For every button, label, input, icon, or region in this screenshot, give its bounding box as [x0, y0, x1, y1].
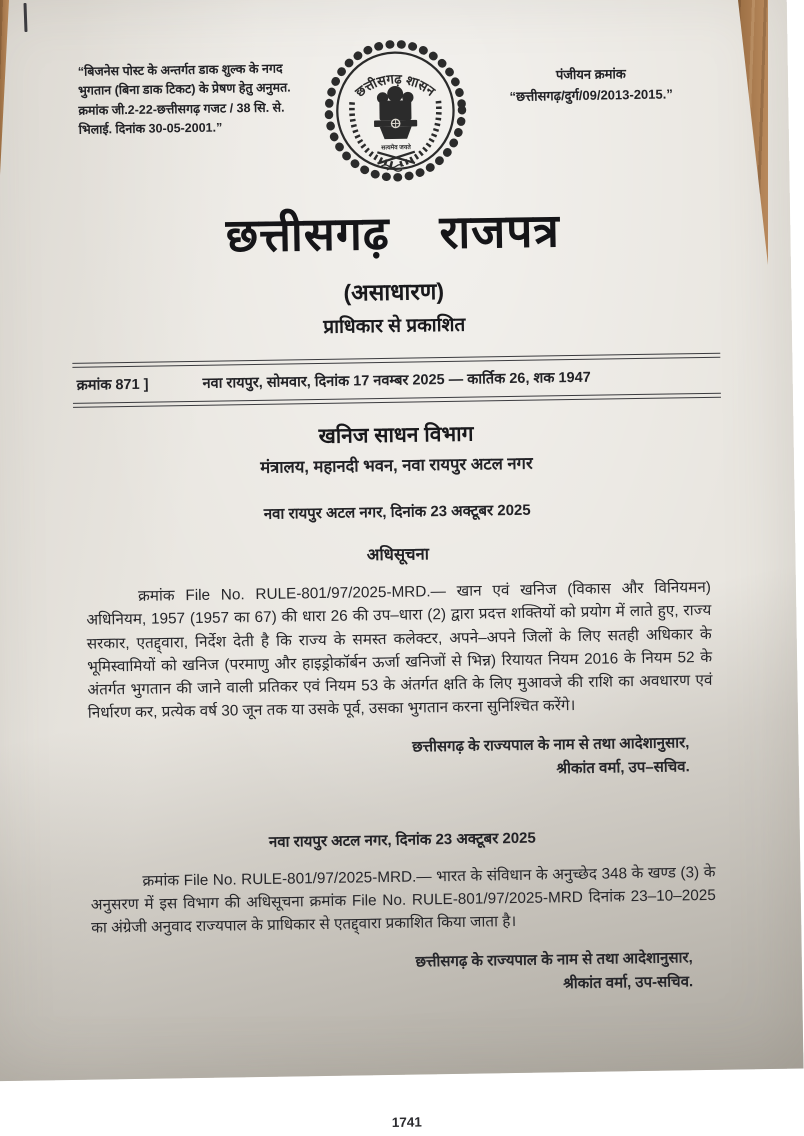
- issue-bar: [72, 353, 721, 408]
- chhattisgarh-emblem-icon: [319, 35, 471, 187]
- place-date-2: नवा रायपुर अटल नगर, दिनांक 23 अक्टूबर 2025: [268, 829, 536, 851]
- by-order-line-1: छत्तीसगढ़ के राज्यपाल के नाम से तथा आदेशानुसार,: [412, 734, 690, 756]
- signatory-name-2: श्रीकांत वर्मा, उप-सचिव.: [563, 973, 694, 993]
- ashoka-lion-capital-icon: [373, 86, 417, 140]
- registration-number: “छत्तीसगढ़/दुर्ग/09/2013-2015.”: [509, 86, 673, 104]
- signature-block-1: [88, 731, 690, 788]
- gazette-content: [77, 0, 720, 1134]
- place-date-1: नवा रायपुर अटल नगर, दिनांक 23 अक्टूबर 2025: [263, 501, 531, 523]
- emblem-top-text: छत्तीसगढ़ शासन: [351, 71, 438, 100]
- page-number: 1741: [391, 1114, 422, 1130]
- notification-paragraph-2: क्रमांक File No. RULE-801/97/2025-MRD.— भारत के संविधान के अनुच्छेद 348 के खण्ड (3) के अनुसरण में इस विभाग की अधिसूचना क्रमांक File No. RULE-801/97/2025-MRD दिनांक 23–10–2025 का अंग्रेजी अनुवाद राज्यपाल के प्राधिकार से एतद्द्वारा प्रकाशित किया जाता है।: [90, 863, 716, 937]
- authority-line: प्राधिकार से प्रकाशित: [323, 314, 466, 338]
- issue-dateline: नवा रायपुर, सोमवार, दिनांक 17 नवम्बर 2025 — कार्तिक 26, शक 1947: [202, 369, 591, 392]
- gazette-title: छत्तीसगढ़ राजपत्र: [225, 204, 561, 262]
- by-order-line-2: छत्तीसगढ़ के राज्यपाल के नाम से तथा आदेशानुसार,: [415, 949, 693, 971]
- emblem-motto: सत्यमेव जयते: [380, 143, 411, 152]
- edition-line: (असाधारण): [343, 278, 445, 306]
- notification-heading: अधिसूचना: [366, 545, 430, 565]
- postal-permission-note: “बिजनेस पोस्ट के अन्तर्गत डाक शुल्क के नगद भुगतान (बिना डाक टिकट) के प्रेषण हेतु अनुमत. क्रमांक जी.2-22-छत्तीसगढ़ गजट / 38 सि. से. भिलाई. दिनांक 30-05-2001.”: [77, 61, 291, 137]
- issue-number: क्रमांक 871 ]: [76, 376, 149, 394]
- department-name: खनिज साधन विभाग: [318, 422, 474, 449]
- registration-block: [479, 63, 704, 108]
- signatory-name-1: श्रीकांत वर्मा, उप–सचिव.: [556, 758, 690, 778]
- signature-block-2: [92, 946, 694, 1003]
- masthead: [77, 45, 704, 196]
- notification-paragraph-1: क्रमांक File No. RULE-801/97/2025-MRD.— खान एवं खनिज (विकास और विनियमन) अधिनियम, 1957 (1957 का 67) की धारा 26 की उप–धारा (2) द्वारा प्रदत्त शक्तियों को प्रयोग में लाते हुए, राज्य सरकार, एतद्द्वारा, निर्देश देती है कि राज्य के समस्त कलेक्टर, अपने–अपने जिलों के लिए सतही अधिकार के भूमिस्वामियों को खनिज (परमाणु और हाइड्रोकॉर्बन ऊर्जा खनिजों से भिन्न) रियायत नियम 2016 के नियम 52 के अंतर्गत भुगतान की जाने वाली प्रतिकर एवं नियम 53 के अंतर्गत क्षति के लिए मुआवजे की राशि का अवधारण एवं निर्धारण कर, प्रत्येक वर्ष 30 जून तक या उसके पूर्व, उसका भुगतान करना सुनिश्चित करेंगे।: [86, 578, 713, 722]
- department-address: मंत्रालय, महानदी भवन, नवा रायपुर अटल नगर: [260, 454, 533, 477]
- state-emblem: [316, 35, 474, 192]
- registration-label: पंजीयन क्रमांक: [555, 66, 626, 83]
